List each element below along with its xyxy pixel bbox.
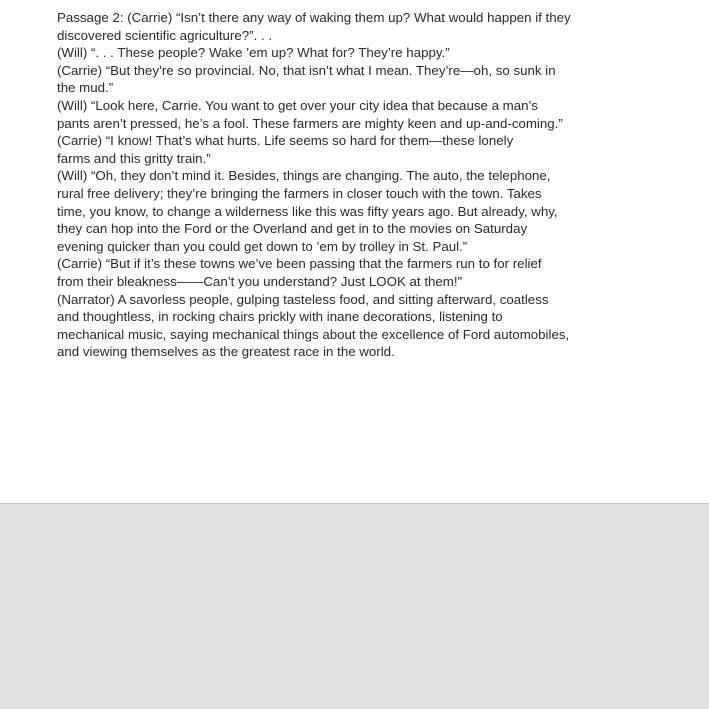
text-line: (Narrator) A savorless people, gulping tasteless food, and sitting afterward, coatless	[57, 291, 549, 307]
text-line: (Carrie) “But if it’s these towns we’ve been passing that the farmers run to for relief	[57, 256, 542, 272]
text-line: Passage 2: (Carrie) “Isn’t there any way of waking them up? What would happen if they	[57, 10, 571, 25]
text-line: discovered scientific agriculture?”. . .	[57, 27, 273, 43]
text-line: (Carrie) “But they’re so provincial. No, that isn’t what I mean. They’re—oh, so sunk in	[57, 62, 556, 78]
text-line: and viewing themselves as the greatest race in the world.	[57, 344, 395, 360]
passage-text	[57, 9, 647, 361]
text-line: (Will) “. . . These people? Wake ’em up? What for? They’re happy.”	[57, 45, 450, 61]
text-line: farms and this gritty train.”	[57, 150, 211, 166]
text-line: they can hop into the Ford or the Overland and get in to the movies on Saturday	[57, 221, 528, 237]
text-line: evening quicker than you could get down to ’em by trolley in St. Paul.”	[57, 238, 468, 254]
paragraph-carrie-2	[57, 62, 647, 97]
paragraph-will-3	[57, 167, 647, 255]
text-line: the mud.”	[57, 80, 114, 96]
paragraph-carrie-4	[57, 255, 647, 290]
paragraph-will-2	[57, 97, 647, 132]
text-line: and thoughtless, in rocking chairs prickly with inane decorations, listening to	[57, 309, 503, 325]
viewer-background	[0, 504, 709, 709]
text-line: from their bleakness——Can’t you understand? Just LOOK at them!”	[57, 273, 463, 289]
text-line: (Will) “Look here, Carrie. You want to get over your city idea that because a man’s	[57, 97, 538, 113]
paragraph-will-1	[57, 44, 647, 62]
text-line: pants aren’t pressed, he’s a fool. These farmers are mighty keen and up-and-coming.”	[57, 115, 563, 131]
paragraph-narrator	[57, 291, 647, 361]
text-line: rural free delivery; they’re bringing the farmers in closer touch with the town. Takes	[57, 185, 542, 201]
text-line: (Carrie) “I know! That’s what hurts. Life seems so hard for them—these lonely	[57, 133, 514, 149]
text-line: mechanical music, saying mechanical things about the excellence of Ford automobiles,	[57, 326, 570, 342]
paragraph-carrie-3	[57, 132, 647, 167]
text-line: (Will) “Oh, they don’t mind it. Besides, things are changing. The auto, the telephone,	[57, 168, 551, 184]
paragraph-carrie-1	[57, 9, 647, 44]
text-line: time, you know, to change a wilderness like this was fifty years ago. But already, why,	[57, 203, 558, 219]
